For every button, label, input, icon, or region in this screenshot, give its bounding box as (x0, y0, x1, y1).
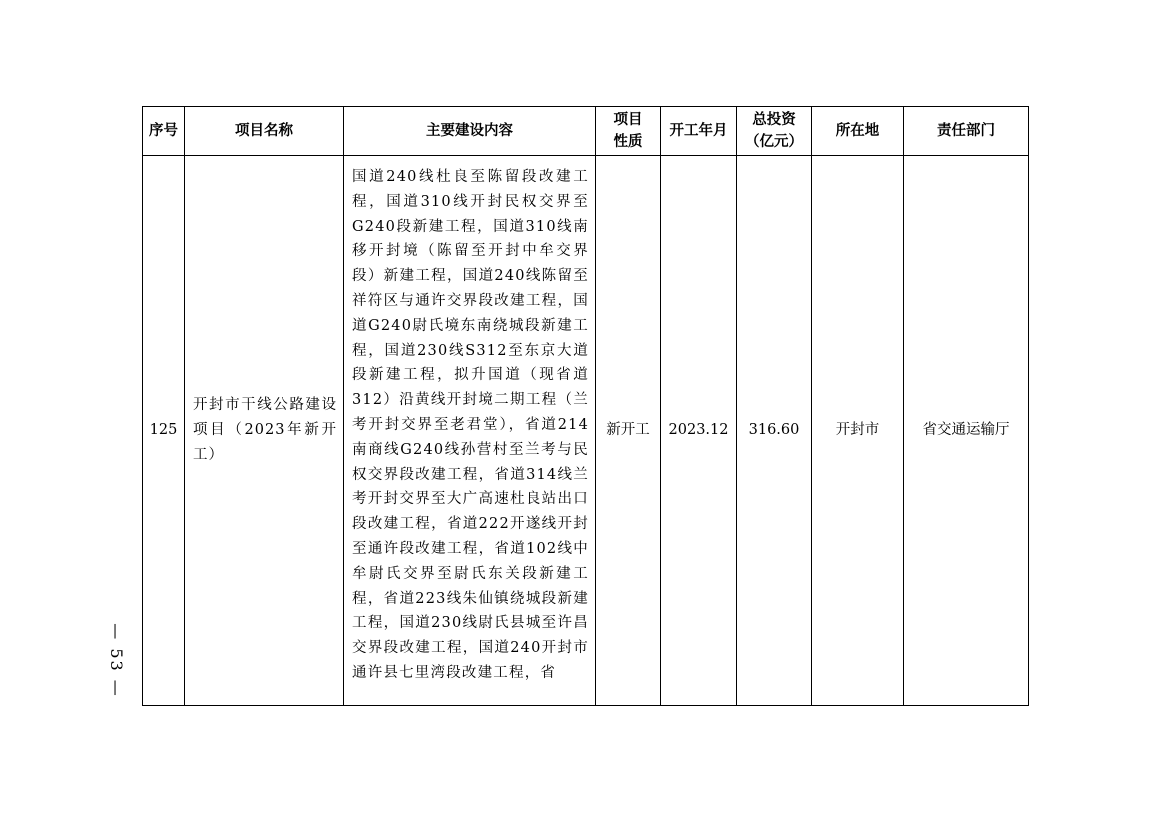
header-content: 主要建设内容 (344, 107, 596, 156)
table-header-row (143, 107, 1029, 156)
header-name: 项目名称 (185, 107, 344, 156)
page-number (103, 612, 129, 708)
cell-name: 开封市干线公路建设项目（2023年新开工） (185, 156, 344, 706)
cell-location: 开封市 (812, 156, 904, 706)
cell-seq: 125 (143, 156, 185, 706)
header-dept: 责任部门 (904, 107, 1029, 156)
cell-start: 2023.12 (661, 156, 737, 706)
cell-invest: 316.60 (737, 156, 812, 706)
header-nature: 项目 性质 (596, 107, 661, 156)
page-number-text: — 53 — (106, 622, 126, 698)
header-seq: 序号 (143, 107, 185, 156)
project-table (142, 106, 1029, 706)
header-start: 开工年月 (661, 107, 737, 156)
cell-dept: 省交通运输厅 (904, 156, 1029, 706)
cell-nature: 新开工 (596, 156, 661, 706)
header-invest: 总投资 （亿元） (737, 107, 812, 156)
header-location: 所在地 (812, 107, 904, 156)
cell-content: 国道240线杜良至陈留段改建工程，国道310线开封民权交界至G240段新建工程，国道310线南移开封境（陈留至开封中牟交界段）新建工程，国道240线陈留至祥符区与通许交界段改建工程，国道G240尉氏境东南绕城段新建工程，国道230线S312至东京大道段新建工程，拟升国道（现省道312）沿黄线开封境二期工程（兰考开封交界至老君堂），省道214南商线G240线孙营村至兰考与民权交界段改建工程，省道314线兰考开封交界至大广高速杜良站出口段改建工程，省道222开遂线开封至通许段改建工程，省道102线中牟尉氏交界至尉氏东关段新建工程，省道223线朱仙镇绕城段新建工程，国道230线尉氏县城至许昌交界段改建工程，国道240开封市通许县七里湾段改建工程，省 (344, 156, 596, 706)
table-row (143, 156, 1029, 706)
